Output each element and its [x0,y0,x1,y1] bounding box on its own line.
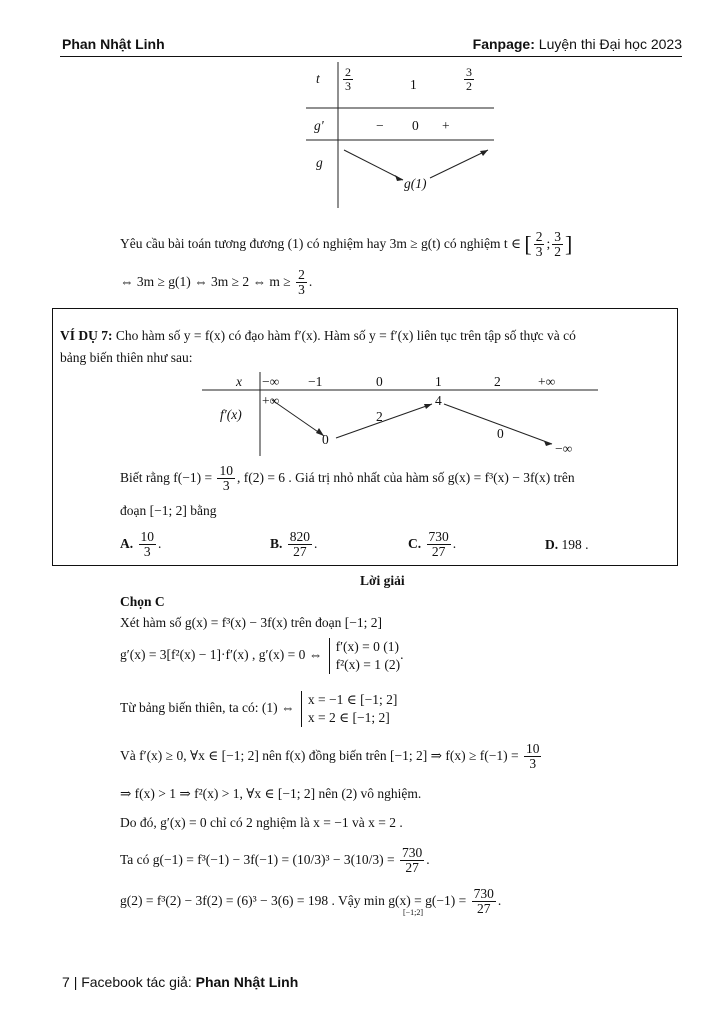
option-d[interactable]: D. 198 . [545,537,589,552]
fp-val-4: 0 [497,426,504,441]
gprime-label: g' [314,118,324,133]
sol-l3: Từ bảng biến thiên, ta có: (1) ⇔ x = −1 ∈ [−1; 2] x = 2 ∈ [−1; 2] [120,692,398,725]
option-b[interactable]: B. $\frac{820}{27}$ . [270,529,318,560]
prev-line2: ⇔ 3m ≥ g(1) ⇔ 3m ≥ 2 ⇔ m ≥ $\frac{2}{3}$ . [120,267,313,298]
x-val-5: +∞ [538,374,556,389]
fp-val-3: 4 [435,393,442,408]
footer-author: Phan Nhật Linh [195,974,299,990]
page-number: 7 [62,974,70,990]
x-val-1: −1 [308,374,323,389]
solution-title: Lời giải [360,573,405,588]
example-stmt1: VÍ DỤ 7: Cho hàm số y = f(x) có đạo hàm f′(x). Hàm số y = f′(x) liên tục trên tập số thực và có [60,328,576,343]
fprime-label: f′(x) [220,407,242,422]
example-given: Biết rằng f(−1) = $\frac{10}{3}$ , f(2) = 6 . Giá trị nhỏ nhất của hàm số g(x) = f³(x) − 3f(x) trên [120,463,575,494]
sol-l5: ⇒ f(x) > 1 ⇒ f²(x) > 1, ∀x ∈ [−1; 2] nên (2) vô nghiệm. [120,786,422,801]
footer-text: | Facebook tác giả: [73,974,192,990]
sign-zero: 0 [412,118,419,133]
sign-minus: − [376,118,384,133]
header-author: Phan Nhật Linh [62,36,165,52]
option-c[interactable]: C. $\frac{730}{27}$ . [408,529,457,560]
t-first: $\frac{2}{3}$ [345,65,351,93]
sol-l2: g′(x) = 3[f²(x) − 1]·f′(x) , g′(x) = 0 ⇔ f′(x) = 0 (1) f²(x) = 1 (2) . [120,639,404,672]
x-label: x [236,374,242,389]
example-given-c: đoạn [−1; 2] bằng [120,503,217,518]
x-val-4: 2 [494,374,501,389]
solution-choice: Chọn C [120,594,165,609]
t-label: t [316,71,320,86]
option-a[interactable]: A. $\frac{10}{3}$ . [120,529,162,560]
sol-l6: Do đó, g′(x) = 0 chỉ có 2 nghiệm là x = −1 và x = 2 . [120,815,403,830]
sol-l4: Và f′(x) ≥ 0, ∀x ∈ [−1; 2] nên f(x) đồng biến trên [−1; 2] ⇒ f(x) ≥ f(−1) = $\frac{10}{3}$ [120,741,540,772]
g-min-label: g(1) [404,176,427,191]
t-middle: 1 [410,77,417,92]
footer [62,974,298,990]
x-val-0: −∞ [262,374,280,389]
fanpage-label: Fanpage: [472,36,535,52]
example-label: VÍ DỤ 7: [60,328,113,343]
sol-l8-sub: [−1;2] [403,908,424,917]
header-fanpage [473,36,682,52]
x-val-2: 0 [376,374,383,389]
sol-l7: Ta có g(−1) = f³(−1) − 3f(−1) = (10/3)³ − 3(10/3) = $\frac{730}{27}$ . [120,845,430,876]
fp-val-5: −∞ [555,441,573,456]
sol-l1: Xét hàm số g(x) = f³(x) − 3f(x) trên đoạn [−1; 2] [120,615,382,630]
sign-plus: + [442,118,450,133]
prev-line1: Yêu cầu bài toán tương đương (1) có nghiệm hay 3m ≥ g(t) có nghiệm t ∈ [ $\frac{2}{3}$ ; $\frac{3}{2}$ ] [120,229,573,260]
header-rule [60,56,682,57]
sol-l8: g(2) = f³(2) − 3f(2) = (6)³ − 3(6) = 198 . Vậy min g(x) = g(−1) = $\frac{730}{27}$ . [120,886,502,917]
fp-val-2: 2 [376,409,383,424]
fanpage-value: Luyện thi Đại học 2023 [538,36,682,52]
g-label: g [316,155,323,170]
example-stmt2: bảng biến thiên như sau: [60,350,193,365]
fp-val-1: 0 [322,432,329,447]
fp-val-0: +∞ [262,393,280,408]
x-val-3: 1 [435,374,442,389]
t-last: $\frac{3}{2}$ [466,65,472,93]
